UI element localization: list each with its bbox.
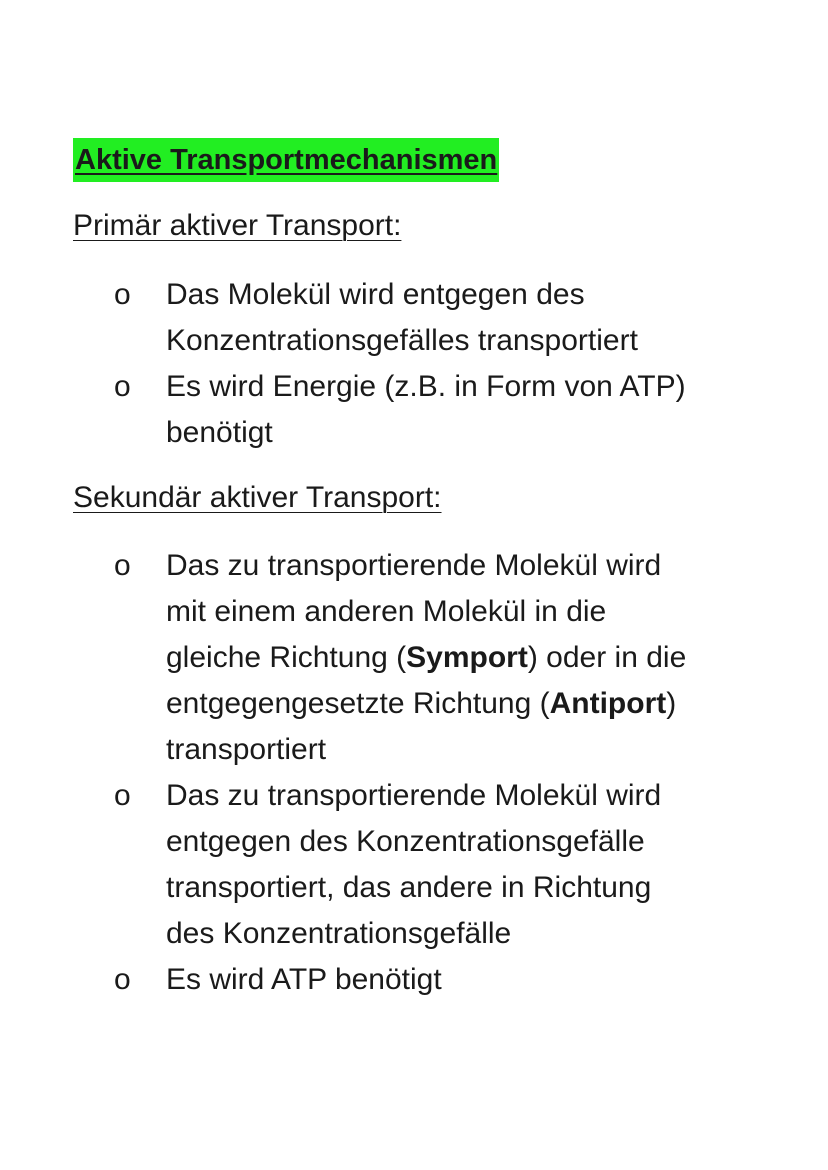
item-text-line: Das Molekül wird entgegen des — [166, 278, 585, 311]
item-text-line: Das zu transportierende Molekül wird — [166, 549, 662, 582]
text-segment: entgegengesetzte Richtung ( — [166, 687, 550, 720]
item-text-line — [166, 635, 746, 681]
item-text-line: transportiert, das andere in Richtung — [166, 871, 652, 904]
bullet-marker: o — [114, 549, 131, 582]
page-title: Aktive Transportmechanismen — [73, 138, 499, 182]
bullet-marker: o — [114, 370, 131, 403]
item-text-line: benötigt — [166, 416, 273, 449]
item-text-line: Konzentrationsgefälles transportiert — [166, 324, 638, 357]
item-text-line — [166, 681, 746, 727]
term-antiport: Antiport — [549, 687, 667, 720]
item-text-line: Es wird ATP benötigt — [166, 963, 442, 996]
bullet-list-secondary — [0, 543, 746, 1003]
text-segment: gleiche Richtung ( — [166, 641, 407, 674]
bullet-list-primary — [0, 272, 746, 456]
text-segment: ) oder in die — [527, 641, 687, 674]
section-heading-secondary: Sekundär aktiver Transport: — [73, 481, 442, 514]
item-text-line: Es wird Energie (z.B. in Form von ATP) — [166, 370, 686, 403]
item-text-line: des Konzentrationsgefälle — [166, 917, 512, 950]
list-item — [0, 957, 746, 1003]
list-item — [0, 272, 746, 364]
term-symport: Symport — [406, 641, 528, 674]
list-item — [0, 543, 746, 773]
section-heading-primary: Primär aktiver Transport: — [73, 209, 402, 242]
text-segment: ) — [666, 687, 677, 720]
item-text-line: mit einem anderen Molekül in die — [166, 595, 607, 628]
item-text-line: transportiert — [166, 733, 327, 766]
bullet-marker: o — [114, 278, 131, 311]
list-item — [0, 364, 746, 456]
list-item — [0, 773, 746, 957]
item-text-line: entgegen des Konzentrationsgefälle — [166, 825, 645, 858]
bullet-marker: o — [114, 963, 131, 996]
bullet-marker: o — [114, 779, 131, 812]
item-text-line: Das zu transportierende Molekül wird — [166, 779, 662, 812]
